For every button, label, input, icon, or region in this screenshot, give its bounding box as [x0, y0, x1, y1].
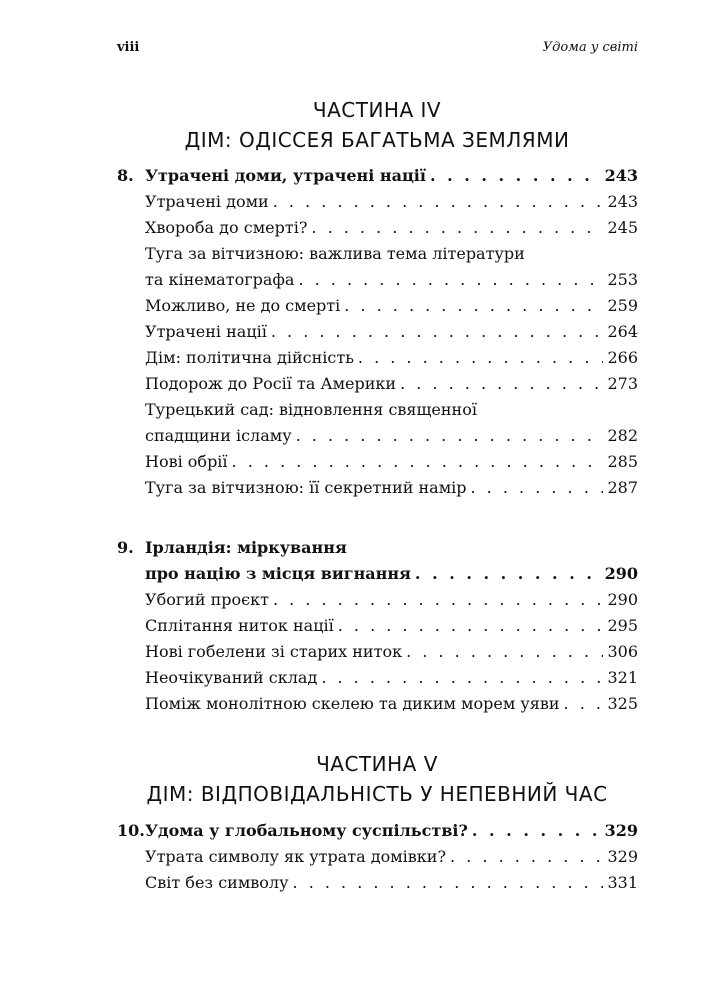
page-ref: 290: [604, 564, 638, 583]
chapter-number: 10.: [117, 821, 145, 840]
page-ref: 264: [607, 322, 638, 341]
section-title: Можливо, не до смерті: [145, 296, 341, 315]
page-ref: 306: [607, 642, 638, 661]
page-ref: 273: [607, 374, 638, 393]
part-heading-5: [117, 752, 637, 806]
dot-leader: [338, 613, 604, 639]
section-title: Хвороба до смерті?: [145, 218, 308, 237]
toc-entry[interactable]: [117, 844, 638, 870]
toc-chapter-10: [117, 818, 638, 896]
part-heading-4: [117, 98, 637, 152]
toc-entry[interactable]: [117, 587, 638, 613]
page-ref: 331: [607, 873, 638, 892]
section-title: Утрата символу як утрата домівки?: [145, 847, 447, 866]
toc-entry[interactable]: [117, 345, 638, 371]
section-title: спадщини ісламу: [145, 426, 292, 445]
part-title: ДІМ: ОДІССЕЯ БАГАТЬМА ЗЕМЛЯМИ: [184, 128, 570, 152]
dot-leader: [273, 587, 603, 613]
toc-entry[interactable]: [117, 613, 638, 639]
dot-leader: [471, 475, 604, 501]
page-ref: 290: [607, 590, 638, 609]
page-number: viii: [117, 40, 140, 55]
dot-leader: [358, 345, 604, 371]
chapter-number: 9.: [117, 538, 134, 557]
page-ref: 295: [607, 616, 638, 635]
part-label: ЧАСТИНА V: [316, 752, 438, 776]
dot-leader: [406, 639, 603, 665]
dot-leader: [450, 844, 603, 870]
section-title: Неочікуваний склад: [145, 668, 318, 687]
section-title: Поміж монолітною скелею та диким морем уяви: [145, 694, 560, 713]
section-title: Турецький сад: відновлення священної: [145, 400, 477, 419]
toc-entry[interactable]: [117, 423, 638, 449]
section-title: Світ без символу: [145, 873, 289, 892]
toc-entry-line1[interactable]: [117, 241, 638, 267]
toc-entry[interactable]: [117, 293, 638, 319]
toc-entry[interactable]: [117, 371, 638, 397]
toc-entry[interactable]: [117, 665, 638, 691]
chapter-title: Удома у глобальному суспільстві?: [145, 821, 468, 840]
section-title: Нові гобелени зі старих ниток: [145, 642, 403, 661]
page-ref: 287: [607, 478, 638, 497]
chapter-title: Утрачені доми, утрачені нації: [145, 166, 426, 185]
page-ref: 266: [607, 348, 638, 367]
dot-leader: [415, 561, 601, 587]
toc-entry[interactable]: [117, 319, 638, 345]
section-title: Подорож до Росії та Америки: [145, 374, 397, 393]
page-ref: 243: [604, 166, 638, 185]
page-ref: 329: [604, 821, 638, 840]
page-ref: 243: [607, 192, 638, 211]
toc-entry[interactable]: [117, 215, 638, 241]
dot-leader: [293, 870, 604, 896]
section-title: Туга за вітчизною: важлива тема літератури: [145, 244, 525, 263]
toc-entry-line1[interactable]: [117, 397, 638, 423]
chapter-number: 8.: [117, 166, 134, 185]
toc-entry[interactable]: [117, 267, 638, 293]
running-head: Удома у світі: [542, 40, 638, 55]
dot-leader: [344, 293, 603, 319]
toc-entry[interactable]: [117, 639, 638, 665]
dot-leader: [271, 319, 604, 345]
dot-leader: [400, 371, 603, 397]
section-title: та кінематографа: [145, 270, 295, 289]
dot-leader: [296, 423, 604, 449]
toc-entry[interactable]: [117, 870, 638, 896]
toc-chapter-8: [117, 163, 638, 501]
dot-leader: [311, 215, 603, 241]
section-title: Убогий проєкт: [145, 590, 269, 609]
toc-entry[interactable]: [117, 189, 638, 215]
toc-entry[interactable]: [117, 691, 638, 717]
dot-leader: [298, 267, 603, 293]
page-ref: 259: [607, 296, 638, 315]
dot-leader: [564, 691, 604, 717]
chapter-title: Ірландія: міркування: [145, 538, 347, 557]
page-ref: 253: [607, 270, 638, 289]
dot-leader: [232, 449, 604, 475]
toc-entry[interactable]: [117, 475, 638, 501]
section-title: Нові обрії: [145, 452, 228, 471]
section-title: Утрачені доми: [145, 192, 269, 211]
toc-entry-chapter[interactable]: [117, 818, 638, 844]
section-title: Дім: політична дійсність: [145, 348, 354, 367]
section-title: Утрачені нації: [145, 322, 267, 341]
part-label: ЧАСТИНА IV: [312, 98, 442, 122]
toc-entry-chapter[interactable]: [117, 561, 638, 587]
page-ref: 282: [607, 426, 638, 445]
page-ref: 325: [607, 694, 638, 713]
dot-leader: [273, 189, 604, 215]
page-ref: 321: [607, 668, 638, 687]
dot-leader: [472, 818, 601, 844]
page-ref: 285: [607, 452, 638, 471]
section-title: Туга за вітчизною: її секретний намір: [145, 478, 467, 497]
dot-leader: [430, 163, 601, 189]
toc-entry-chapter-line1[interactable]: [117, 535, 638, 561]
toc-chapter-9: [117, 535, 638, 717]
chapter-title: про націю з місця вигнання: [145, 564, 411, 583]
part-title: ДІМ: ВІДПОВІДАЛЬНІСТЬ У НЕПЕВНИЙ ЧАС: [146, 782, 608, 806]
toc-entry[interactable]: [117, 449, 638, 475]
section-title: Сплітання ниток нації: [145, 616, 334, 635]
toc-entry-chapter[interactable]: [117, 163, 638, 189]
dot-leader: [321, 665, 603, 691]
page-ref: 245: [607, 218, 638, 237]
page-ref: 329: [607, 847, 638, 866]
